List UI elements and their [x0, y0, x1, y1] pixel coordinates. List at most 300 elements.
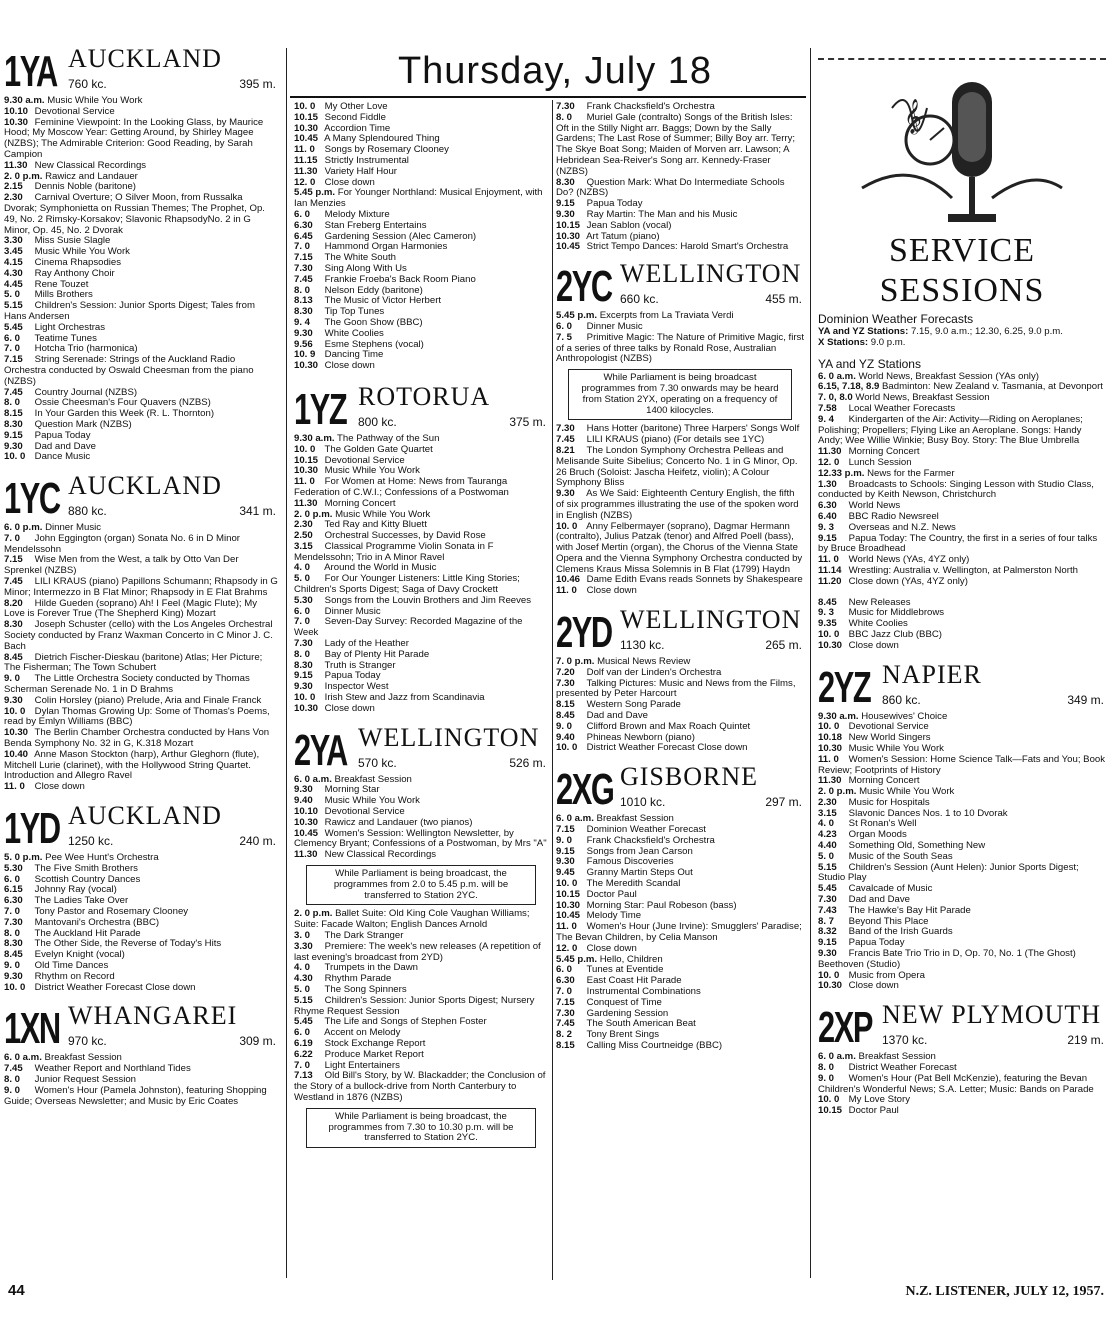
programme-time: 4. 0 [294, 562, 311, 574]
programme-list [556, 102, 804, 253]
programme-title: Devotional Service [848, 721, 929, 733]
programme-time: 6. 0 [4, 332, 21, 344]
programme-time: 8. 0 [4, 397, 21, 409]
programme-entry [294, 542, 548, 564]
station-header [294, 380, 548, 432]
programme-time: 7.20 [556, 666, 575, 678]
programme-entry [294, 188, 548, 210]
programme-time: 9.30 [294, 681, 313, 693]
station-header [818, 658, 1106, 710]
station-frequency: 1010 kc. [620, 795, 666, 810]
programme-title: Accordion Time [324, 122, 391, 134]
station-wavelength: 526 m. [509, 755, 546, 770]
programme-title: Gardening Session [586, 1007, 669, 1019]
programme-time: 7.15 [4, 554, 23, 566]
programme-title: 7.15, 9.0 a.m.; 12.30, 6.25, 9.0 p.m. [910, 326, 1063, 337]
programme-time: 2.30 [818, 796, 837, 808]
programme-entry [294, 850, 548, 861]
programme-time: 9. 0 [4, 959, 21, 971]
programme-title: Overseas and N.Z. News [848, 521, 956, 533]
programme-title: Seven-Day Survey: Recorded Magazine of the Week [294, 616, 523, 639]
station-call-sign: 2XG [556, 765, 614, 815]
programme-time: 3.30 [4, 235, 23, 247]
programme-title: Dennis Noble (baritone) [34, 181, 136, 193]
station-wavelength: 455 m. [765, 292, 802, 307]
programme-title: Ted Ray and Kitty Bluett [324, 519, 427, 531]
programme-time: 9.30 [4, 440, 23, 452]
programme-title: Dolf van der Linden's Orchestra [586, 666, 722, 678]
programme-title: Hotcha Trio (harmonica) [34, 343, 138, 355]
programme-entry [556, 944, 804, 955]
programme-title: Wise Men from the West, a talk by Otto Van Der Sprenkel (NZBS) [4, 554, 239, 577]
programme-time: 5.15 [4, 300, 23, 312]
programme-title: Truth is Stranger [324, 659, 396, 671]
programme-title: Dad and Dave [848, 894, 911, 906]
station-call-sign: 1YC [4, 474, 60, 524]
programme-title: The London Symphony Orchestra Pelleas and Melisande Suite Sibelius; Concerto No. 1 in G Minor, Op. 26 Bruch (Soloist: Jascha Heifetz, violin); A Colour Symphony Bliss [556, 444, 798, 489]
programme-time: 6. 0 p.m. [4, 522, 43, 534]
programme-time: 8.30 [294, 306, 313, 318]
programme-entry [294, 996, 548, 1018]
programme-title: In Your Garden this Week (R. L. Thornton) [34, 408, 215, 420]
programme-entry [4, 452, 278, 463]
station-frequency: 760 kc. [68, 77, 107, 91]
programme-time: X Stations: [818, 336, 869, 348]
programme-entry [818, 1074, 1106, 1096]
programme-time: 9. 0 [556, 834, 573, 846]
programme-title: Tony Brent Sings [586, 1029, 660, 1041]
programme-list [294, 102, 548, 372]
programme-time: 4.15 [4, 256, 23, 268]
programme-list [556, 311, 804, 365]
programme-title: Local Weather Forecasts [848, 402, 956, 414]
programme-time: 2. 0 p.m. [294, 908, 333, 920]
programme-title: Esme Stephens (vocal) [324, 338, 424, 350]
programme-title: Women's Hour (Pat Bell McKenzie), featuring the Bevan Children's Wonderful News; S.A. Letter; Music: Bands on Parade [818, 1072, 1094, 1095]
programme-time: 7.45 [556, 1018, 575, 1030]
programme-time: 8.15 [4, 408, 23, 420]
programme-time: 5.15 [294, 994, 313, 1006]
programme-time: 8. 0 [4, 927, 21, 939]
programme-title: Women's Hour (Pamela Johnston), featuring Shopping Guide; Overseas Newsletter; and Music by Eric Coates [4, 1084, 267, 1107]
programme-title: LILI KRAUS (piano) Papillons Schumann; Rhapsody in G Minor; Intermezzo in B Flat Minor; Rhapsody in E Flat Brahms [4, 576, 278, 598]
programme-entry [294, 909, 548, 931]
programme-title: Children's Session: Junior Sports Digest; Nursery Rhyme Request Session [294, 994, 535, 1017]
programme-title: Weather Report and Northland Tides [34, 1063, 191, 1075]
programme-time: 8.15 [556, 699, 575, 711]
station-frequency: 800 kc. [358, 414, 397, 429]
programme-time: 6.30 [294, 219, 313, 231]
programme-list [556, 424, 804, 597]
programme-title: World News (YAs, 4YZ only) [848, 554, 970, 566]
programme-time: 9.15 [818, 937, 837, 949]
programme-time: 7. 0, 8.0 [818, 392, 853, 404]
programme-entry [294, 574, 548, 596]
programme-title: Music While You Work [47, 95, 143, 106]
programme-entry [4, 750, 278, 782]
programme-list [556, 814, 804, 1052]
programme-title: Rawicz and Landauer (two pianos) [324, 816, 473, 828]
programme-entry [818, 577, 1106, 588]
programme-title: Johnny Ray (vocal) [34, 884, 117, 896]
programme-title: Phineas Newborn (piano) [586, 731, 695, 743]
station-frequency: 860 kc. [882, 692, 921, 707]
programme-title: The Berlin Chamber Orchestra conducted by Hans Von Benda Symphony No. 32 in G, K.318 Mozart [4, 727, 270, 750]
programme-title: The Song Spinners [324, 983, 407, 995]
programme-title: Badminton: New Zealand v. Tasmania, at Devonport [882, 381, 1103, 393]
section-heading: YA and YZ Stations [818, 356, 921, 371]
programme-title: Frank Chacksfield's Orchestra [586, 102, 715, 112]
programme-entry [556, 743, 804, 754]
programme-title: Morning Concert [848, 446, 920, 458]
programme-time: 10. 0 [4, 451, 26, 463]
programme-title: News for the Farmer [867, 467, 955, 479]
programme-title: Broadcasts to Schools: Singing Lesson with Studio Class, conducted by Keith Newson, Christchurch [818, 478, 1094, 501]
programme-list [4, 1053, 278, 1107]
programme-title: Strictly Instrumental [324, 154, 409, 166]
programme-time: 6.15, 7.18, 8.9 [818, 381, 880, 393]
programme-title: Organ Moods [848, 829, 907, 841]
programme-time: 10.30 [4, 727, 29, 739]
station-frequency: 970 kc. [68, 1034, 107, 1049]
programme-title: Housewives' Choice [861, 710, 948, 722]
programme-time: 7.30 [294, 638, 313, 650]
programme-title: String Serenade: Strings of the Auckland Radio Orchestra conducted by Oswald Cheesman from the piano (NZBS) [4, 354, 254, 387]
programme-title: Mantovani's Orchestra (BBC) [34, 916, 160, 928]
programme-title: For Our Younger Listeners: Little King Stories; Children's Sports Digest; Saga of Davy Crockett [294, 573, 520, 596]
programme-title: White Coolies [848, 618, 908, 630]
programme-title: For Younger Northland: Musical Enjoyment, with Ian Menzies [294, 187, 543, 210]
programme-entry [4, 355, 278, 387]
programme-time: 9. 0 [4, 1084, 21, 1096]
programme-time: 10.45 [294, 133, 319, 145]
programme-title: Close down [324, 176, 375, 188]
programme-time: 11. 0 [4, 781, 25, 793]
programme-time: 7. 0 p.m. [556, 656, 595, 668]
programme-title: Hans Hotter (baritone) Three Harpers' Songs Wolf [586, 423, 800, 435]
programme-time: 10.15 [556, 219, 581, 231]
programme-time: 10.10 [4, 105, 29, 117]
programme-list [818, 327, 1106, 349]
programme-time: 9. 4 [294, 316, 311, 328]
programme-time: 7.15 [556, 996, 575, 1008]
programme-list [4, 853, 278, 993]
station-call-sign: 2XP [818, 1003, 873, 1053]
programme-title: The South American Beat [586, 1018, 696, 1030]
programme-title: Ossie Cheesman's Four Quavers (NZBS) [34, 397, 211, 409]
programme-time: 2.30 [4, 192, 23, 204]
station-wavelength: 375 m. [509, 414, 546, 429]
programme-entry [818, 415, 1106, 447]
programme-entry [294, 829, 548, 851]
station-header [4, 799, 278, 854]
programme-time: 9.56 [294, 338, 313, 350]
programme-title: Close down [34, 781, 85, 793]
programme-title: Close down [586, 585, 637, 597]
programme-title: Cavalcade of Music [848, 883, 933, 895]
programme-title: Talking Pictures: Music and News from the Films, presented by Peter Harcourt [556, 677, 796, 700]
programme-time: 8.15 [556, 1039, 575, 1051]
programme-time: 9.15 [294, 670, 313, 682]
programme-title: Close down [848, 639, 899, 651]
programme-title: White Coolies [324, 327, 384, 339]
programme-time: 10.30 [294, 465, 319, 477]
programme-title: Clifford Brown and Max Roach Quintet [586, 720, 751, 732]
programme-title: Slavonic Dances Nos. 1 to 10 Dvorak [848, 807, 1008, 819]
programme-title: Dominion Weather Forecast [586, 824, 706, 836]
station-header [4, 42, 278, 94]
programme-time: 7. 0 [294, 616, 311, 628]
programme-time: 6. 0 a.m. [818, 370, 856, 382]
programme-time: 4. 0 [294, 962, 311, 974]
programme-time: 8. 0 [4, 1073, 21, 1085]
programme-entry [818, 338, 1106, 349]
programme-time: 3.30 [294, 940, 313, 952]
programme-time: 9.30 [556, 856, 575, 868]
programme-title: Miss Susie Slagle [34, 235, 111, 247]
programme-time: 11.20 [818, 575, 842, 587]
parliament-notice: While Parliament is being broadcast, the programmes from 7.30 to 10.30 p.m. will be transferred to Station 2YC. [306, 1108, 536, 1148]
programme-entry [4, 555, 278, 577]
programme-title: Morning Star: Paul Robeson (bass) [586, 899, 737, 911]
svg-text:𝄞: 𝄞 [904, 99, 922, 134]
programme-entry [294, 477, 548, 499]
programme-entry [294, 942, 548, 964]
programme-title: Dinner Music [324, 605, 381, 617]
programme-title: Junior Request Session [34, 1073, 136, 1085]
programme-title: Strict Tempo Dances: Harold Smart's Orchestra [586, 241, 789, 253]
programme-title: Teatime Tunes [34, 332, 97, 344]
programme-time: 10. 0 [294, 692, 316, 704]
station-call-sign: 1YZ [294, 384, 347, 434]
programme-title: Light Orchestras [34, 321, 106, 333]
station-city: WELLINGTON [620, 605, 802, 635]
programme-time: 11.30 [294, 165, 318, 177]
programme-time: 6.22 [294, 1048, 313, 1060]
programme-time: 5. 0 [4, 289, 21, 301]
programme-time: 5.30 [4, 862, 23, 874]
programme-time: 10.45 [556, 241, 581, 253]
programme-title: Francis Bate Trio Trio in D, Op. 70, No. 1 (The Ghost) Beethoven (Studio) [818, 948, 1076, 970]
programme-entry [556, 922, 804, 944]
programme-title: Dance Music [34, 451, 91, 463]
programme-title: 9.0 p.m. [870, 336, 906, 348]
station-call-sign: 2YC [556, 262, 612, 312]
programme-time: 5. 0 [818, 850, 835, 862]
programme-title: Music from Opera [848, 969, 925, 981]
programme-title: Music of the South Seas [848, 850, 953, 862]
programme-title: Beyond This Place [848, 915, 929, 927]
programme-title: Joseph Schuster (cello) with the Los Angeles Orchestral Society conducted by Franz Waxman Concerto in C Minor J. C. Bach [4, 619, 273, 652]
programme-title: Devotional Service [324, 806, 405, 818]
programme-time: 10.30 [556, 230, 581, 242]
programme-title: Songs from Jean Carson [586, 845, 693, 857]
programme-time: 9.30 [556, 208, 575, 220]
programme-time: 8.30 [4, 938, 23, 950]
programme-title: The White South [324, 252, 396, 264]
programme-entry [556, 178, 804, 200]
station-header [294, 721, 548, 773]
programme-title: Colin Horsley (piano) Prelude, Aria and Finale Franck [34, 694, 262, 706]
programme-title: New World Singers [848, 732, 931, 744]
programme-title: Wrestling: Australia v. Wellington, at Palmerston North [848, 564, 1078, 576]
programme-title: Music for Middlebrows [848, 607, 945, 619]
programme-time: 11.30 [294, 497, 318, 509]
programme-entry [4, 782, 278, 793]
programme-time: 4.23 [818, 829, 837, 841]
programme-time: 7. 0 [294, 241, 311, 253]
programme-time: 11.15 [294, 154, 318, 166]
programme-time: 2.50 [294, 530, 313, 542]
publication-footer: N.Z. LISTENER, JULY 12, 1957. [905, 1284, 1104, 1299]
programme-time: 7. 0 [294, 1059, 311, 1071]
programme-title: Papua Today [34, 429, 91, 441]
programme-title: Music While You Work [324, 465, 420, 477]
station-frequency: 880 kc. [68, 504, 107, 519]
programme-title: Close down [848, 980, 899, 992]
programme-entry [556, 242, 804, 253]
programme-title: John Eggington (organ) Sonata No. 6 in D Minor Mendelssohn [4, 532, 240, 555]
programme-title: Dame Edith Evans reads Sonnets by Shakespeare [586, 574, 803, 586]
programme-time: 11.30 [818, 775, 842, 787]
programme-title: Jean Sablon (vocal) [586, 219, 672, 231]
programme-entry [556, 113, 804, 178]
programme-title: The Pathway of the Sun [337, 432, 440, 444]
station-frequency: 1250 kc. [68, 834, 114, 849]
station-header [556, 760, 804, 815]
programme-time: 9.30 [4, 694, 23, 706]
programme-time: 7.30 [556, 677, 575, 689]
header-rule [290, 96, 806, 98]
programme-time: 6. 0 a.m. [556, 813, 594, 825]
programme-title: Ballet Suite: Old King Cole Vaughan Williams; Suite: Facade Walton; English Dances Arnold [294, 908, 530, 931]
programme-entry [4, 577, 278, 599]
programme-time: 9. 3 [818, 521, 835, 533]
programme-entry [818, 981, 1106, 992]
programme-title: Women's Session: Home Science Talk—Fats and You; Book Review; Footprints of History [818, 753, 1106, 776]
programme-entry [4, 674, 278, 696]
programme-title: Accent on Melody [324, 1027, 401, 1039]
programme-entry [4, 707, 278, 729]
programme-time: 2.30 [294, 519, 313, 531]
programme-time: 8.45 [4, 949, 23, 961]
programme-time: 5.30 [294, 594, 313, 606]
programme-title: Stock Exchange Report [324, 1037, 426, 1049]
programme-time: 10. 0 [818, 969, 840, 981]
programme-title: Papua Today [324, 670, 381, 682]
programme-time: 11. 0 [818, 554, 839, 566]
station-wavelength: 349 m. [1067, 692, 1104, 707]
station-city: GISBORNE [620, 762, 759, 792]
programme-title: Old Time Dances [34, 959, 109, 971]
programme-title: Tip Top Tunes [324, 306, 385, 318]
programme-title: Children's Session: Junior Sports Digest; Tales from Hans Andersen [4, 300, 255, 322]
programme-time: 4.45 [4, 278, 23, 290]
programme-time: 5. 0 [294, 573, 311, 585]
programme-time: 9.15 [4, 429, 23, 441]
programme-time: 9. 0 [4, 673, 21, 685]
station-header [556, 257, 804, 312]
column-3 [552, 102, 808, 1052]
programme-time: 12. 0 [294, 176, 316, 188]
programme-list [818, 1052, 1106, 1117]
programme-time: 4.40 [818, 840, 837, 852]
programme-title: Songs by Rosemary Clooney [324, 144, 449, 156]
programme-time: 9.30 a.m. [4, 95, 45, 106]
programme-time: 9.30 a.m. [294, 432, 335, 444]
programme-title: Anne Mason Stockton (harp), Arthur Gleghorn (flute), Mitchell Lurie (clarinet), with the Hollywood String Quartet. Introduction and Allegro Ravel [4, 748, 260, 782]
programme-title: Calling Miss Courtneidge (BBC) [586, 1039, 723, 1051]
programme-time: 7.30 [556, 102, 575, 112]
programme-time: 9. 0 [556, 720, 573, 732]
programme-time: 12. 0 [556, 942, 578, 954]
programme-time: 9.40 [556, 731, 575, 743]
programme-time: 12. 0 [818, 456, 840, 468]
programme-time: 6. 0 [294, 208, 311, 220]
programme-title: Morning Concert [324, 497, 396, 509]
programme-list [818, 712, 1106, 993]
programme-title: Dinner Music [586, 320, 643, 332]
programme-time: 9.30 [556, 488, 575, 500]
programme-title: Morning Star [324, 784, 380, 796]
programme-time: 8. 0 [294, 284, 311, 296]
programme-list [556, 657, 804, 754]
programme-time: 6. 0 [556, 320, 573, 332]
programme-entry [4, 534, 278, 556]
programme-time: 10. 0 [818, 721, 840, 733]
programme-time: 9.15 [818, 532, 837, 544]
programme-title: Band of the Irish Guards [848, 926, 953, 938]
programme-time: 10. 0 [556, 742, 578, 754]
programme-entry [556, 586, 804, 597]
programme-title: Ray Martin: The Man and his Music [586, 208, 738, 220]
programme-title: The Hawke's Bay Hit Parade [848, 904, 971, 916]
programme-time: 6.19 [294, 1037, 313, 1049]
programme-time: 10.45 [294, 827, 319, 839]
station-city: NEW PLYMOUTH [882, 1000, 1102, 1030]
programme-time: 7. 0 [4, 906, 21, 917]
station-frequency: 1370 kc. [882, 1033, 928, 1048]
programme-time: 7.15 [4, 354, 23, 366]
programme-list [294, 909, 548, 1103]
programme-title: Something Old, Something New [848, 840, 986, 852]
programme-time: 6. 0 [556, 964, 573, 976]
programme-time: 7.45 [4, 1063, 23, 1075]
programme-time: 9.30 [818, 948, 837, 960]
programme-title: Classical Programme Violin Sonata in F Mendelssohn; Trio in A Minor Ravel [294, 540, 494, 563]
programme-title: Carnival Overture; O Silver Moon, from Russalka Dvorak; Symphonietta on Russian Themes; The Prophet, Op. 49, No. 2 Rimsky-Korsakov; Slavonic RhapsodyNo. 2 in G Minor, Op. 45, No. 2 Dvorak [4, 192, 265, 236]
programme-title: Music for Hospitals [848, 796, 930, 808]
programme-time: 7.30 [556, 1007, 575, 1019]
programme-time: 5. 0 p.m. [4, 852, 43, 864]
station-city: WHANGAREI [68, 1001, 238, 1031]
programme-entry [818, 863, 1106, 885]
programme-time: 7.45 [556, 434, 575, 446]
programme-entry [4, 620, 278, 652]
programme-time: 2. 0 p.m. [4, 170, 43, 182]
programme-time: 11.30 [294, 849, 318, 861]
programme-title: Around the World in Music [324, 562, 437, 574]
programme-time: 11. 0 [818, 753, 839, 765]
programme-title: Bay of Plenty Hit Parade [324, 648, 430, 660]
programme-time: 10. 0 [294, 443, 316, 455]
programme-entry [818, 641, 1106, 652]
programme-title: Stan Freberg Entertains [324, 219, 427, 231]
programme-time: 3. 0 [294, 930, 311, 941]
programme-time: 10. 0 [818, 628, 840, 640]
programme-title: Women's Session: Wellington Newsletter, by Clemency Bryant; Confessions of a Postwoman, by Mrs "A" [294, 827, 547, 850]
programme-title: My Love Story [848, 1094, 910, 1106]
